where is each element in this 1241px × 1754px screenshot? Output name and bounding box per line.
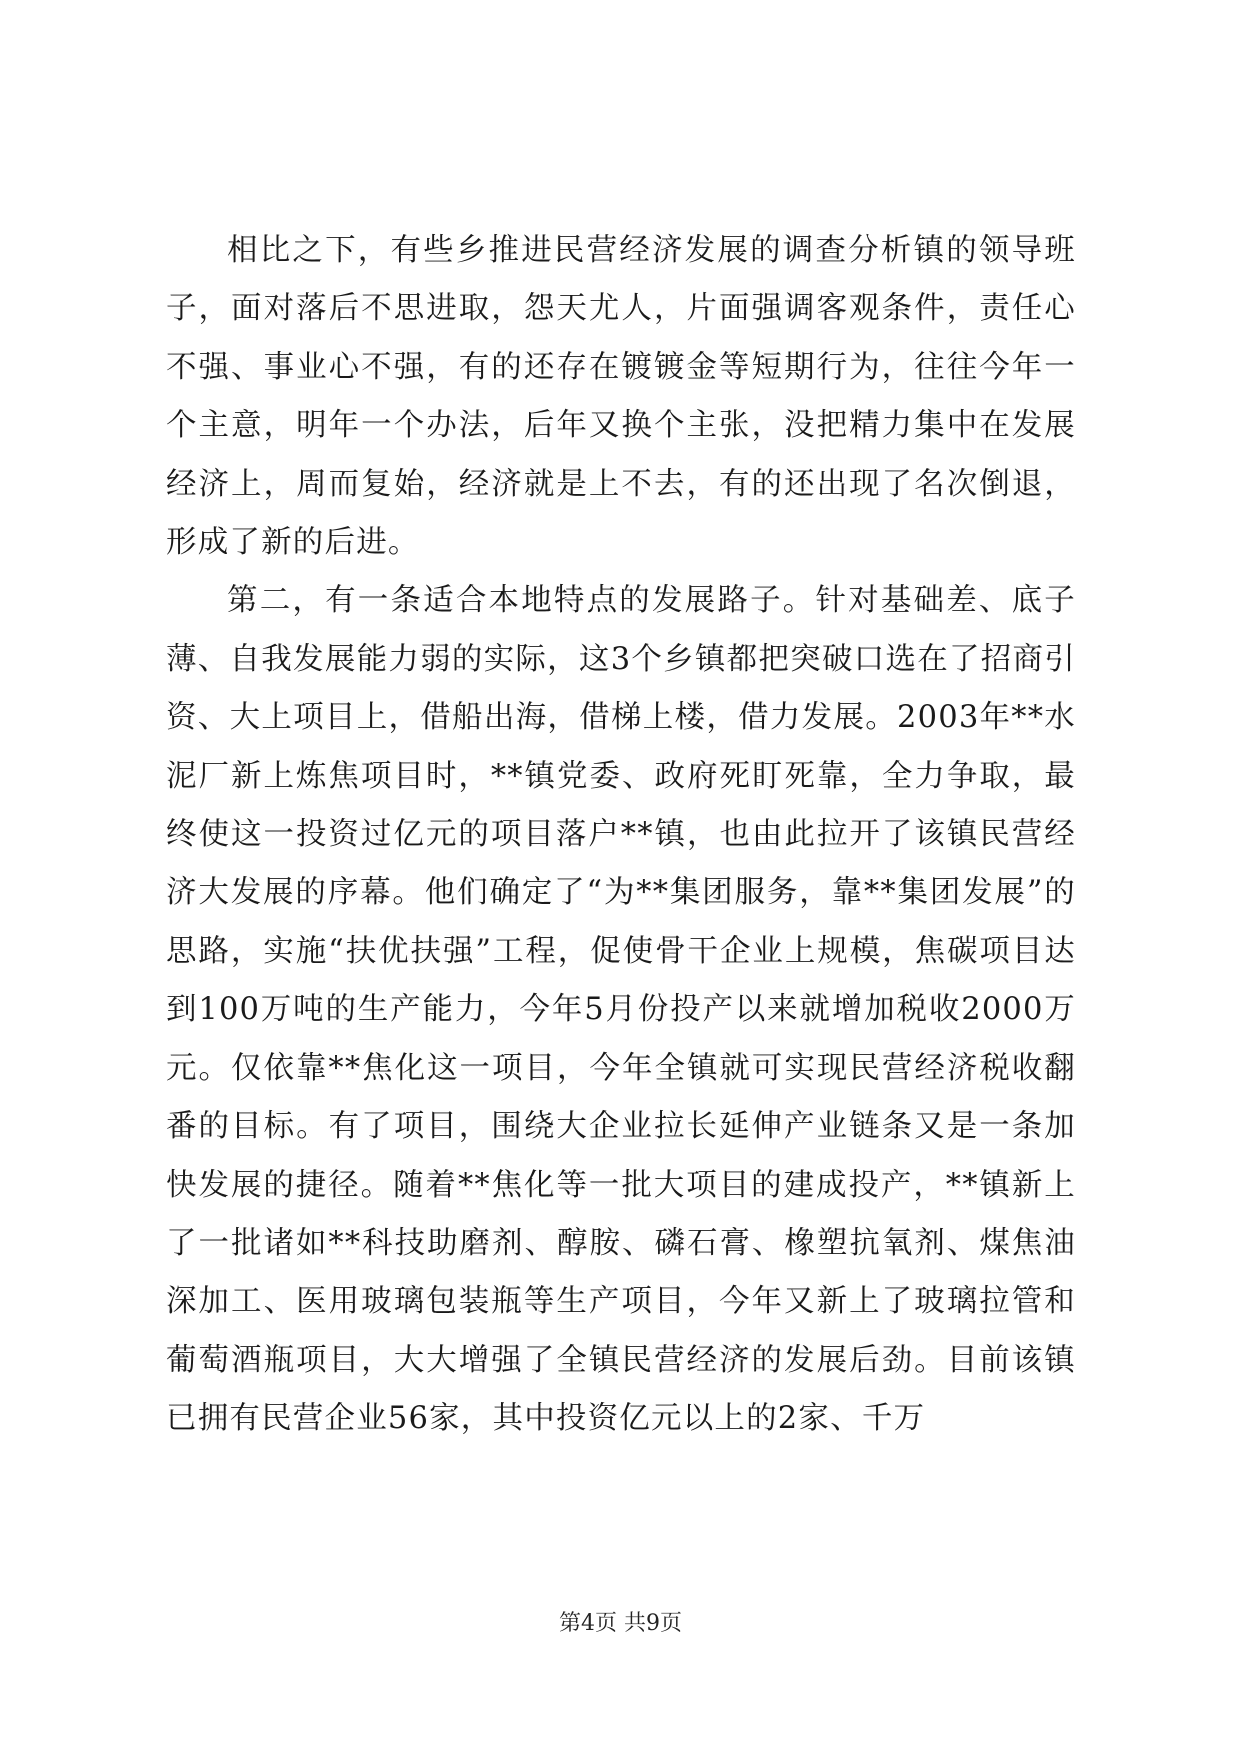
paragraph-1: 相比之下，有些乡推进民营经济发展的调查分析镇的领导班子，面对落后不思进取，怨天尤人，片面强调客观条件，责任心不强、事业心不强，有的还存在镀镀金等短期行为，往往今年一个主意，明年一个办法，后年又换个主张，没把精力集中在发展经济上，周而复始，经济就是上不去，有的还出现了名次倒退，形成了新的后进。 xyxy=(166,233,1076,561)
page-footer: 第4页 共9页 xyxy=(559,1611,682,1636)
document-body xyxy=(166,222,1076,1449)
paragraph-2: 第二，有一条适合本地特点的发展路子。针对基础差、底子薄、自我发展能力弱的实际，这3个乡镇都把突破口选在了招商引资、大上项目上，借船出海，借梯上楼，借力发展。2003年**水泥厂新上炼焦项目时，**镇党委、政府死盯死靠，全力争取，最终使这一投资过亿元的项目落户**镇，也由此拉开了该镇民营经济大发展的序幕。他们确定了“为**集团服务，靠**集团发展”的思路，实施“扶优扶强”工程，促使骨干企业上规模，焦碳项目达到100万吨的生产能力，今年5月份投产以来就增加税收2000万元。仅依靠**焦化这一项目，今年全镇就可实现民营经济税收翻番的目标。有了项目，围绕大企业拉长延伸产业链条又是一条加快发展的捷径。随着**焦化等一批大项目的建成投产，**镇新上了一批诸如**科技助磨剂、醇胺、磷石膏、橡塑抗氧剂、煤焦油深加工、医用玻璃包装瓶等生产项目，今年又新上了玻璃拉管和葡萄酒瓶项目，大大增强了全镇民营经济的发展后劲。目前该镇已拥有民营企业56家，其中投资亿元以上的2家、千万 xyxy=(166,583,1076,1437)
